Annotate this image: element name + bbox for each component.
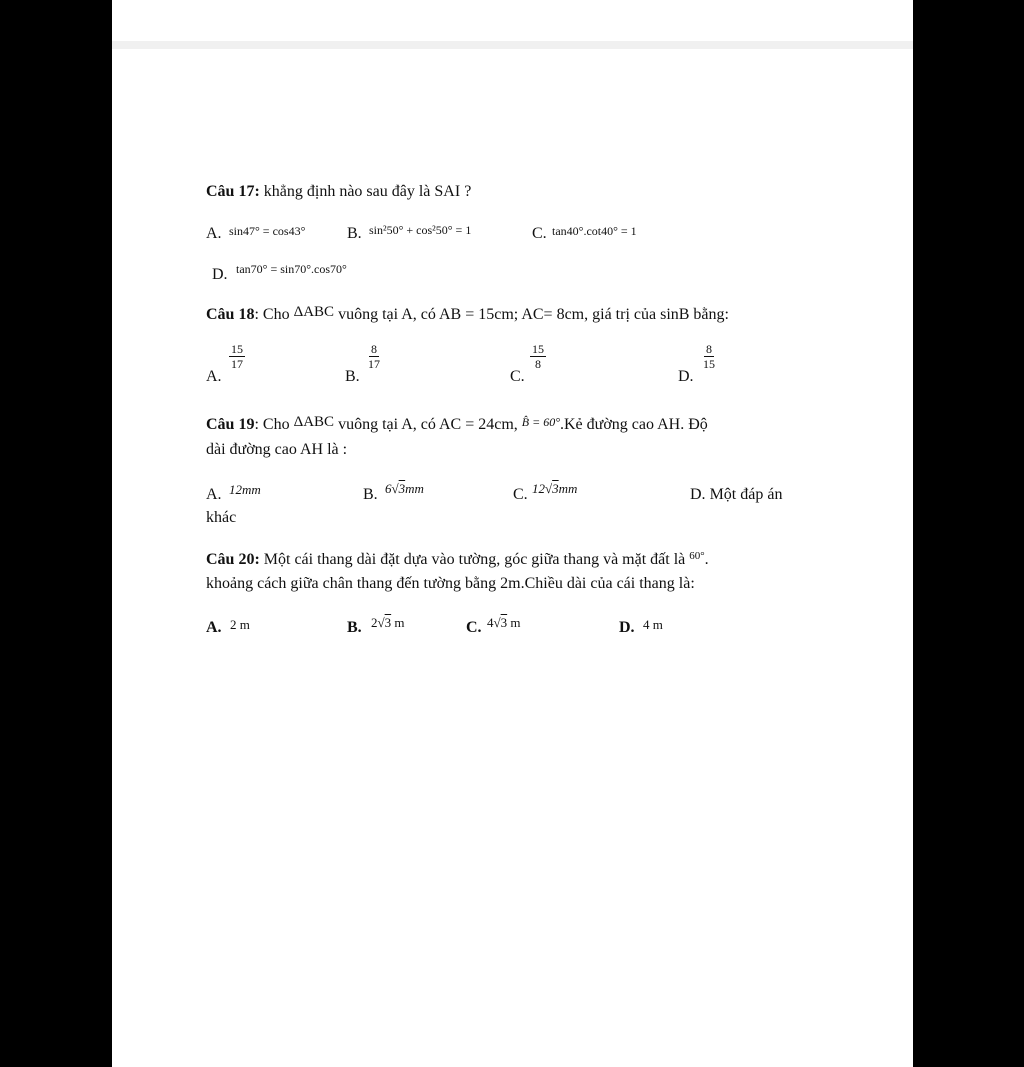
- q19-text-b: vuông tại A, có AC = 24cm,: [334, 416, 522, 433]
- q18-label: Câu 18: [206, 306, 255, 323]
- q18-b-numerator: 8: [371, 342, 377, 356]
- q17-option-d-label: D.: [212, 266, 228, 283]
- q20-c-coef: 4: [487, 615, 494, 630]
- q19-option-d: [690, 485, 782, 505]
- q19-b-unit: mm: [405, 481, 424, 496]
- q20-label: Câu 20:: [206, 551, 260, 568]
- q17-option-b: sin²50° + cos²50° = 1: [369, 223, 472, 237]
- q20-option-a-label: A.: [206, 619, 222, 636]
- top-divider: [112, 41, 913, 49]
- q17-option-a: sin47° = cos43°: [229, 224, 306, 238]
- q19-option-a: 12mm: [229, 482, 261, 497]
- q18-option-b-fraction: [368, 342, 380, 371]
- q19-option-c-label: C.: [513, 486, 528, 503]
- q18-b-denominator: 17: [368, 357, 380, 371]
- q19-line-2: dài đường cao AH là :: [206, 441, 348, 458]
- q17-option-a-label: A.: [206, 225, 222, 242]
- q19-option-d-label: D.: [690, 486, 706, 503]
- q17-option-c-label: C.: [532, 225, 547, 242]
- q20-c-unit: m: [507, 615, 521, 630]
- q20-dot: .: [704, 551, 709, 568]
- q20-option-b-label: B.: [347, 619, 362, 636]
- q19-b-coef: 6: [385, 481, 392, 496]
- q17-option-d: tan70° = sin70°.cos70°: [236, 262, 347, 276]
- q19-c-radicand: 3: [552, 481, 559, 496]
- q20-line-2: khoảng cách giữa chân thang đến tường bằng 2m.Chiều dài của cái thang là:: [206, 575, 695, 592]
- q18-c-numerator: 15: [532, 342, 544, 356]
- q20-option-c: 4√3 m: [487, 615, 521, 630]
- q18-a-denominator: 17: [231, 357, 243, 371]
- q19-option-b-label: B.: [363, 486, 378, 503]
- q19-option-d-text: Một đáp án: [709, 486, 783, 503]
- q18-text-b: vuông tại A, có AB = 15cm; AC= 8cm, giá trị của sinB bằng:: [334, 306, 729, 323]
- q17-option-b-label: B.: [347, 225, 362, 242]
- q20-option-d-label: D.: [619, 619, 635, 636]
- q18-c-denominator: 8: [535, 357, 541, 371]
- q20-option-a: 2 m: [230, 617, 250, 632]
- q18-d-denominator: 15: [703, 357, 715, 371]
- q19-text-c: .Kẻ đường cao AH. Độ: [560, 416, 708, 433]
- q18-option-c-label: C.: [510, 368, 525, 385]
- q19-c-unit: mm: [558, 481, 578, 496]
- q20-text: Một cái thang dài đặt dựa vào tường, góc giữa thang và mặt đất là: [259, 551, 690, 568]
- document-page: [112, 0, 913, 1067]
- q19-c-coef: 12: [532, 481, 545, 496]
- question-20: [206, 550, 709, 571]
- q18-a-numerator: 15: [231, 342, 243, 356]
- q19-b-radicand: 3: [398, 481, 406, 496]
- q18-option-c-fraction: [530, 342, 546, 371]
- q18-option-a-fraction: [229, 342, 245, 371]
- q19-text-a: : Cho: [254, 416, 294, 433]
- q18-option-a-label: A.: [206, 368, 222, 385]
- q19-option-d-continued: khác: [206, 509, 237, 526]
- q20-option-b: 2√3 m: [371, 615, 405, 630]
- q20-option-c-label: C.: [466, 619, 482, 636]
- q20-c-radicand: 3: [500, 615, 508, 630]
- q19-angle: B̂ = 60°: [521, 415, 560, 429]
- q19-option-a-label: A.: [206, 486, 222, 503]
- q20-angle: 60°: [689, 550, 705, 562]
- q17-option-c: tan40°.cot40° = 1: [552, 224, 637, 238]
- q17-label: Câu 17:: [206, 183, 260, 200]
- q18-d-numerator: 8: [706, 342, 712, 356]
- q18-text-a: : Cho: [254, 306, 294, 323]
- q20-b-coef: 2: [371, 615, 378, 630]
- question-17: [206, 182, 471, 202]
- q18-option-b-label: B.: [345, 368, 360, 385]
- q19-option-b: 6√3mm: [385, 481, 424, 496]
- question-19: [206, 415, 708, 435]
- q18-option-d-label: D.: [678, 368, 694, 385]
- q19-label: Câu 19: [206, 416, 255, 433]
- question-18: [206, 305, 729, 325]
- q19-option-c: 12√3mm: [532, 481, 578, 496]
- q18-triangle: ΔABC: [293, 304, 335, 320]
- q20-option-d: 4 m: [643, 617, 663, 632]
- q18-option-d-fraction: [703, 342, 715, 371]
- q20-b-unit: m: [391, 615, 405, 630]
- q17-text: khẳng định nào sau đây là SAI ?: [259, 183, 472, 200]
- q20-b-radicand: 3: [384, 615, 392, 630]
- q19-triangle: ΔABC: [293, 414, 335, 430]
